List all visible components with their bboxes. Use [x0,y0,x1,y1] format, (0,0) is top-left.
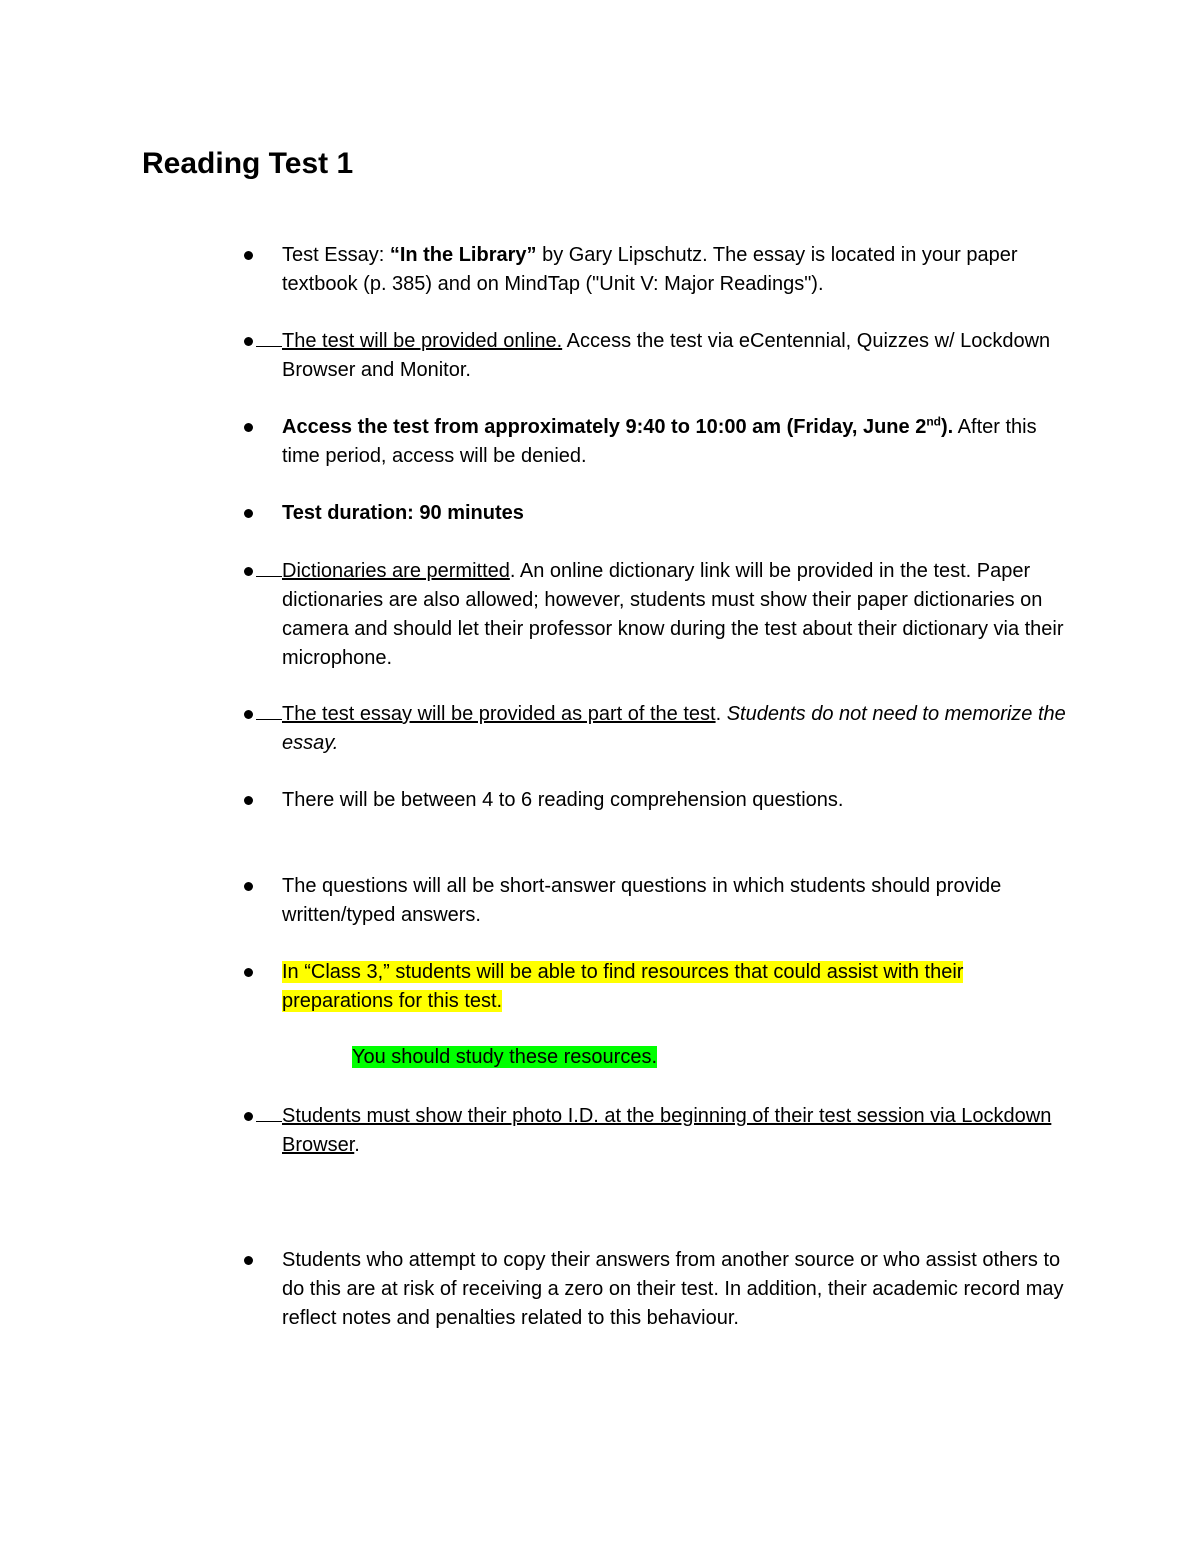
bullet-icon [244,882,253,891]
bullet-icon [244,710,253,719]
underline-decoration [256,1103,282,1122]
bullet-icon [244,1256,253,1265]
list-item [244,872,1074,930]
list-item [244,241,1074,299]
bullet-icon [244,1112,253,1121]
bullet-icon [244,423,253,432]
list-item-text: Test Essay: “In the Library” by Gary Lipschutz. The essay is located in your paper textbook (p. 385) and on MindTap ("Unit V: Major Readings"). [282,244,1018,295]
bullet-icon [244,796,253,805]
list-item-text: Test duration: 90 minutes [282,502,524,524]
list-item-text: Dictionaries are permitted. An online dictionary link will be provided in the test. Paper dictionaries are also allowed; however, students must show their paper dictionaries on camera and should let their professor know during the test about their dictionary via their microphone. [282,557,1074,673]
list-item-text: There will be between 4 to 6 reading comprehension questions. [282,789,844,811]
list-item [244,700,1074,758]
list-item-text: The questions will all be short-answer questions in which students should provide written/typed answers. [282,875,1002,926]
list-item-text: Access the test from approximately 9:40 to 10:00 am (Friday, June 2nd). After this time period, access will be denied. [282,414,1037,467]
underline-decoration [256,701,282,720]
highlighted-text: You should study these resources. [352,1046,658,1068]
bullet-icon [244,968,253,977]
page-title: Reading Test 1 [142,147,354,180]
bullet-icon [244,337,253,346]
study-note [352,1043,657,1072]
list-item-text: Students who attempt to copy their answers from another source or who assist others to do this are at risk of receiving a zero on their test. In addition, their academic record may reflect notes and penalties related to this behaviour. [282,1249,1064,1329]
list-item-text: The test will be provided online. Access the test via eCentennial, Quizzes w/ Lockdown Browser and Monitor. [282,327,1074,385]
bullet-icon [244,251,253,260]
list-item [244,958,1074,1016]
highlighted-text: In “Class 3,” students will be able to find resources that could assist with their preparations for this test. [282,961,964,1012]
list-item [244,327,1074,385]
list-item-text: The test essay will be provided as part of the test. Students do not need to memorize the essay. [282,700,1074,758]
underline-decoration [256,328,282,347]
list-item-text: Students must show their photo I.D. at the beginning of their test session via Lockdown Browser. [282,1102,1074,1160]
underline-decoration [256,558,282,577]
list-item-text [282,958,1074,1016]
list-item [244,1102,1074,1160]
list-item [244,786,1074,815]
list-item [244,557,1074,673]
bullet-icon [244,567,253,576]
list-item [244,1246,1074,1333]
list-item [244,499,1074,528]
bullet-icon [244,509,253,518]
list-item [244,413,1074,471]
